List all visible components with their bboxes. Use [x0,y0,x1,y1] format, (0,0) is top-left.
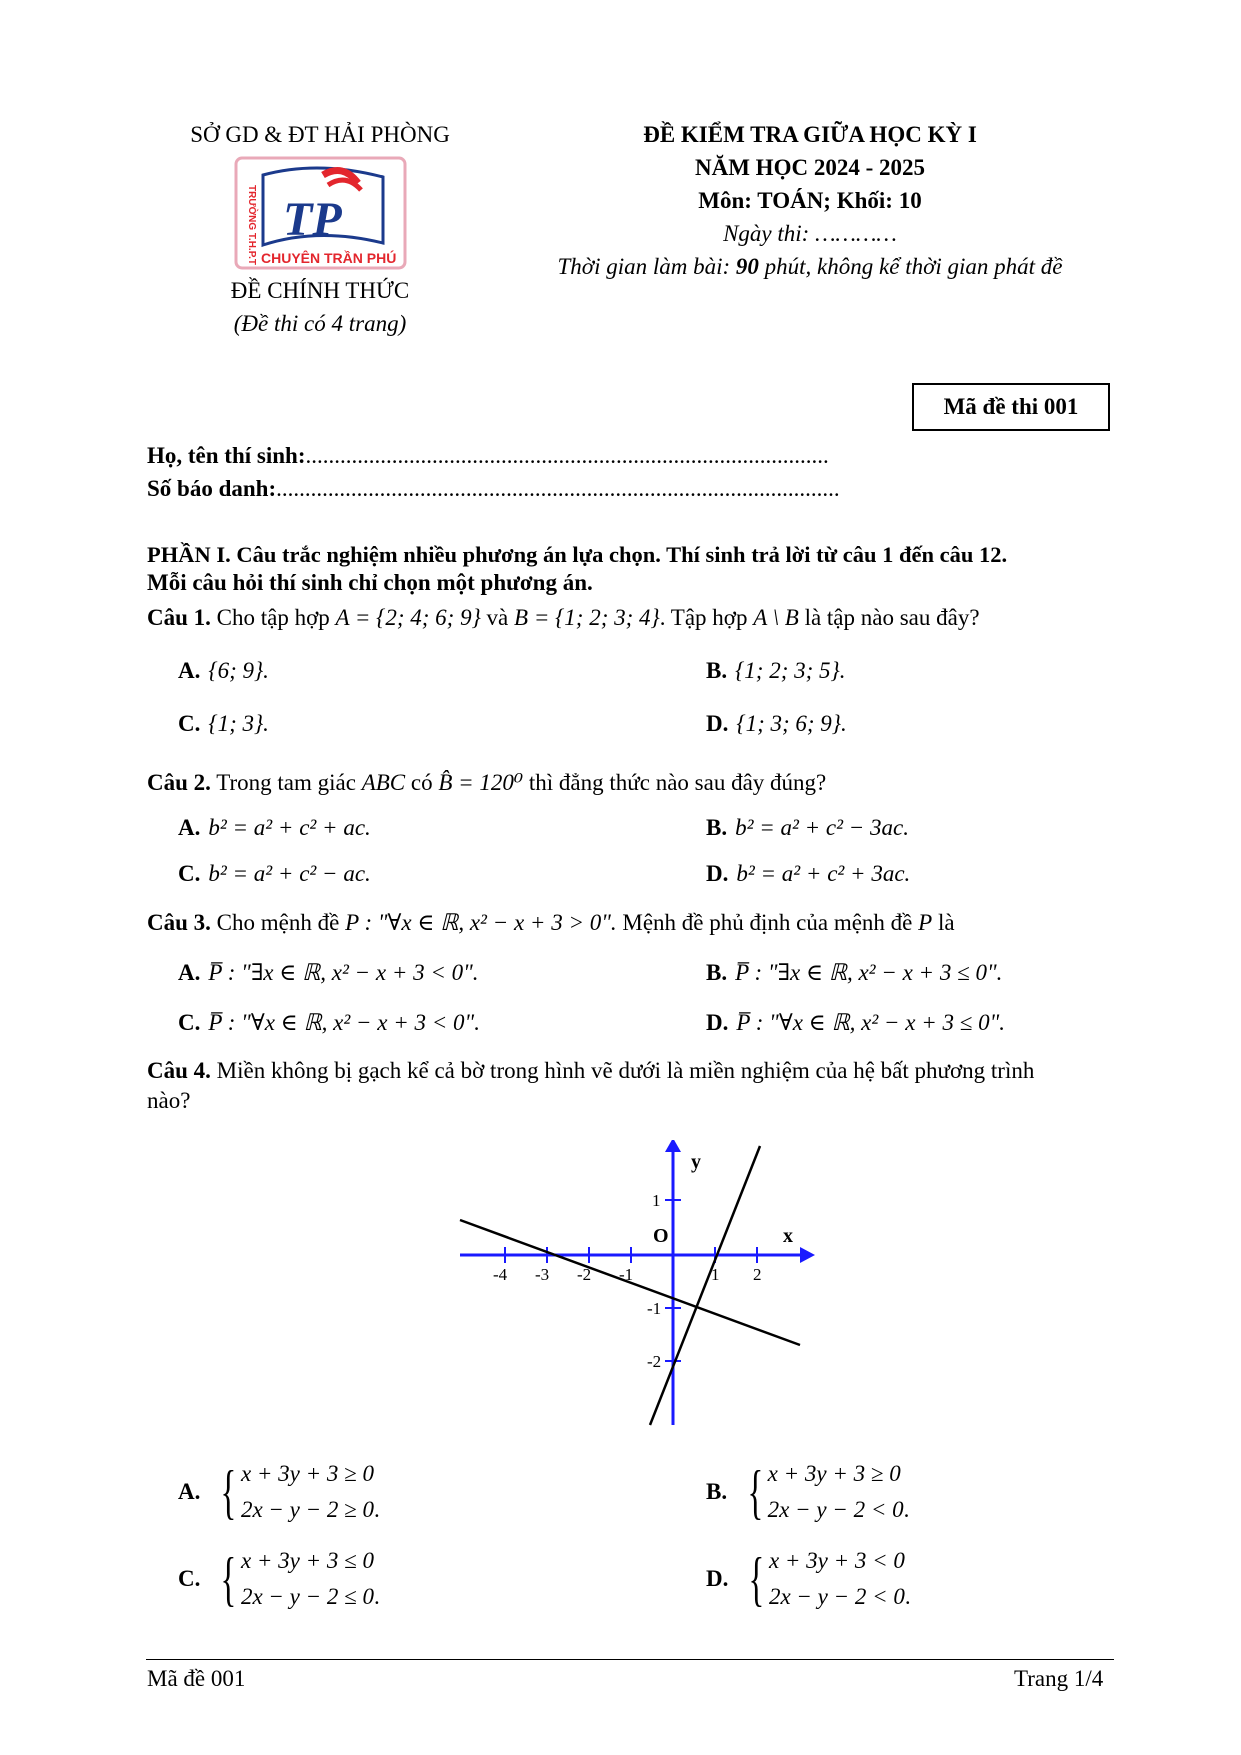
exam-time: Thời gian làm bài: 90 phút, không kể thời gian phát đề [557,254,1063,279]
x-axis-label: x [783,1225,793,1247]
question-4: Câu 4. Miền không bị gạch kể cả bờ trong hình vẽ dưới là miền nghiệm của hệ bất phương trình [147,1058,1035,1083]
q4-graph [455,1140,815,1430]
question-4-continued: nào? [147,1088,191,1113]
q4-option-d[interactable]: D. { x + 3y + 3 < 0 2x − y − 2 < 0 . [706,1546,911,1612]
x-tick-label: -4 [493,1265,508,1284]
exam-date: Ngày thi: ………… [723,221,897,246]
q3-option-a[interactable]: A. P̅ : "∃x ∈ ℝ, x² − x + 3 < 0". [178,960,479,985]
x-tick-label: 1 [711,1265,720,1284]
q2-option-b[interactable]: B. b² = a² + c² − 3ac. [706,815,910,840]
q3-option-d[interactable]: D. P̅ : "∀x ∈ ℝ, x² − x + 3 ≤ 0". [706,1010,1006,1035]
logo-side-text: TRƯỜNG T.H.P.T [246,185,257,265]
footer-divider [146,1659,1114,1660]
logo-text: TP [283,193,342,246]
y-axis-arrow-icon [665,1140,681,1152]
q2-option-d[interactable]: D. b² = a² + c² + 3ac. [706,861,911,886]
q1-option-b[interactable]: B. {1; 2; 3; 5}. [706,658,846,683]
part1-heading: PHẦN I. Câu trắc nghiệm nhiều phương án lựa chọn. Thí sinh trả lời từ câu 1 đến câu 12. [147,542,1008,567]
x-tick-label: -1 [619,1265,634,1284]
x-tick-label: -2 [577,1265,592,1284]
exam-code-box: Mã đề thi 001 [912,383,1110,431]
x-axis-arrow-icon [800,1247,815,1263]
origin-label: O [653,1225,669,1247]
q3-option-b[interactable]: B. P̅ : "∃x ∈ ℝ, x² − x + 3 ≤ 0". [706,960,1003,985]
question-1: Câu 1. Cho tập hợp A = {2; 4; 6; 9} và B = {1; 2; 3; 4}. Tập hợp A \ B là tập nào sau đây? [147,605,980,630]
y-tick-label: -1 [647,1299,662,1318]
q1-option-c[interactable]: C. {1; 3}. [178,711,269,736]
official-label: ĐỀ CHÍNH THỨC [230,278,410,303]
q2-option-c[interactable]: C. b² = a² + c² − ac. [178,861,371,886]
q4-option-c[interactable]: C. { x + 3y + 3 ≤ 0 2x − y − 2 ≤ 0 . [178,1546,380,1612]
q1-option-a[interactable]: A. {6; 9}. [178,658,269,683]
boundary-line-1 [460,1220,800,1345]
logo-bottom-text: CHUYÊN TRẦN PHÚ [261,250,397,266]
q2-option-a[interactable]: A. b² = a² + c² + ac. [178,815,371,840]
footer-page-number: Trang 1/4 [1014,1666,1104,1691]
boundary-line-2 [650,1146,760,1425]
q1-option-d[interactable]: D. {1; 3; 6; 9}. [706,711,847,736]
y-axis-label: y [691,1151,701,1173]
q3-option-c[interactable]: C. P̅ : "∀x ∈ ℝ, x² − x + 3 < 0". [178,1010,480,1035]
school-logo [233,155,408,271]
question-2: Câu 2. Trong tam giác ABC có B̂ = 120⁰ thì đẳng thức nào sau đây đúng? [147,770,827,795]
candidate-name-line: Họ, tên thí sinh:........................................................................................... [147,443,829,468]
footer-exam-code: Mã đề 001 [147,1666,246,1691]
department: SỞ GD & ĐT HẢI PHÒNG [190,122,450,147]
q4-option-a[interactable]: A. { x + 3y + 3 ≥ 0 2x − y − 2 ≥ 0 . [178,1459,380,1525]
x-tick-label: 2 [753,1265,762,1284]
candidate-id-line: Số báo danh:.................................................................................................. [147,476,840,501]
part1-subheading: Mỗi câu hỏi thí sinh chỉ chọn một phương án. [147,570,593,595]
exam-title: ĐỀ KIỂM TRA GIỮA HỌC KỲ I [643,122,977,147]
pages-note: (Đề thi có 4 trang) [233,311,407,336]
q4-option-b[interactable]: B. { x + 3y + 3 ≥ 0 2x − y − 2 < 0 . [706,1459,910,1525]
y-tick-label: 1 [652,1191,661,1210]
subject: Môn: TOÁN; Khối: 10 [698,188,922,213]
x-tick-label: -3 [535,1265,550,1284]
school-year: NĂM HỌC 2024 - 2025 [695,155,925,180]
question-3: Câu 3. Cho mệnh đề P : "∀x ∈ ℝ, x² − x + 3 > 0". Mệnh đề phủ định của mệnh đề P là [147,910,955,935]
y-tick-label: -2 [647,1352,662,1371]
